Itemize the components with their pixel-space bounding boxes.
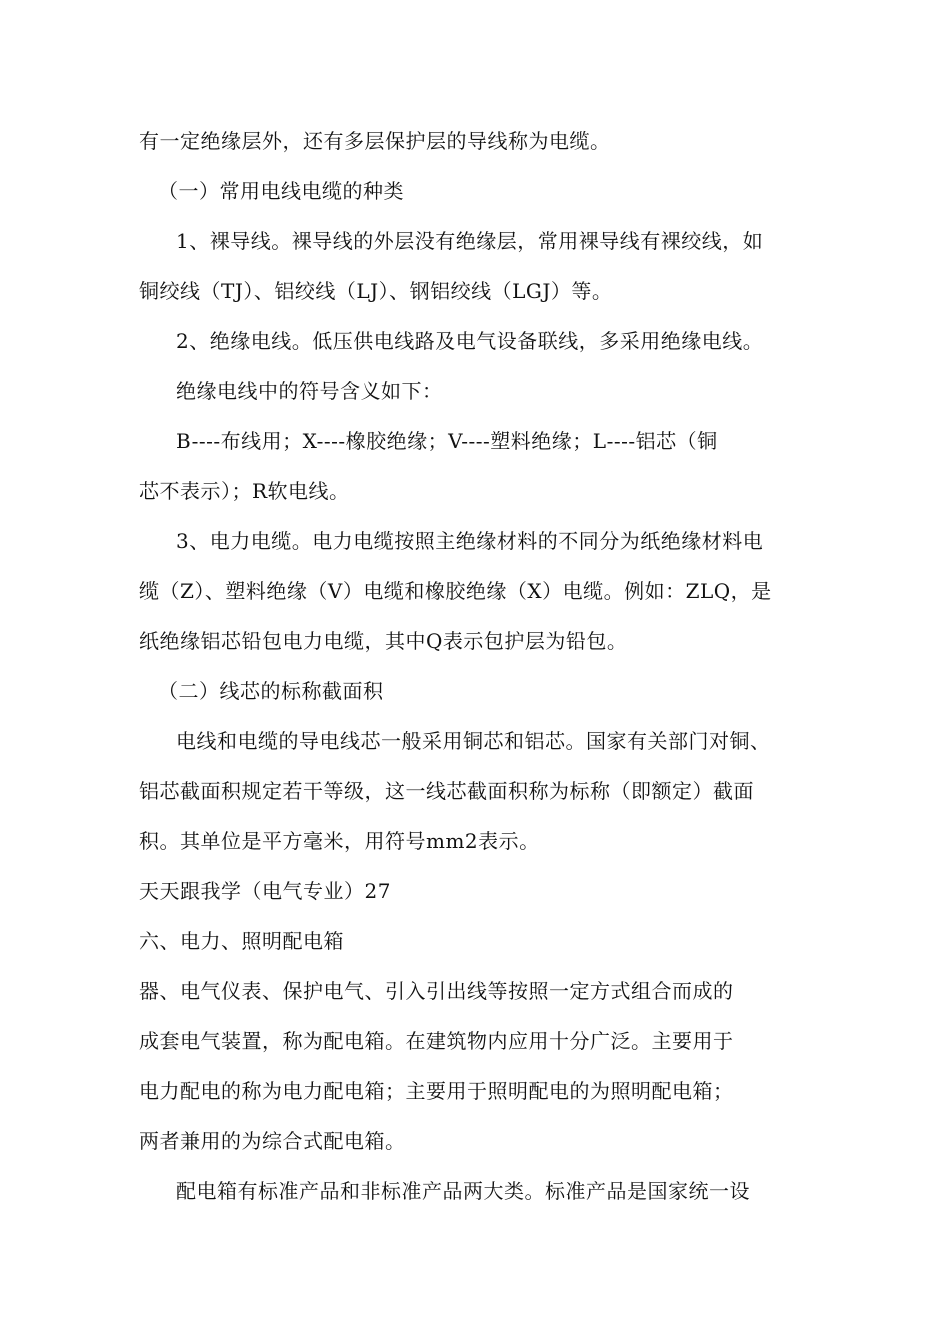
series-title: 天天跟我学（电气专业）27 — [139, 879, 391, 903]
text-line: 芯不表示）；R软电线。 — [139, 479, 350, 503]
section-heading: （一）常用电线电缆的种类 — [158, 179, 404, 203]
text-line: 配电箱有标准产品和非标准产品两大类。标准产品是国家统一设 — [176, 1179, 750, 1203]
text-line: 积。其单位是平方毫米，用符号mm2表示。 — [139, 829, 540, 853]
text-line: 2、绝缘电线。低压供电线路及电气设备联线，多采用绝缘电线。 — [176, 329, 764, 353]
text-line: B----布线用；X----橡胶绝缘；V----塑料绝缘；L----铝芯（铜 — [176, 429, 718, 453]
text-line: 铜绞线（TJ）、铝绞线（LJ）、钢铝绞线（LGJ）等。 — [139, 279, 613, 303]
text-line: 缆（Z）、塑料绝缘（V）电缆和橡胶绝缘（X）电缆。例如：ZLQ，是 — [139, 579, 772, 603]
text-line: 成套电气装置，称为配电箱。在建筑物内应用十分广泛。主要用于 — [139, 1029, 734, 1053]
text-line: 绝缘电线中的符号含义如下： — [176, 379, 443, 403]
text-line: 纸绝缘铝芯铅包电力电缆，其中Q表示包护层为铅包。 — [139, 629, 628, 653]
text-line: 两者兼用的为综合式配电箱。 — [139, 1129, 406, 1153]
text-line: 电力配电的称为电力配电箱；主要用于照明配电的为照明配电箱； — [139, 1079, 734, 1103]
section-heading: （二）线芯的标称截面积 — [158, 679, 384, 703]
text-line: 1、裸导线。裸导线的外层没有绝缘层，常用裸导线有裸绞线，如 — [176, 229, 764, 253]
text-line: 铝芯截面积规定若干等级，这一线芯截面积称为标称（即额定）截面 — [139, 779, 754, 803]
text-line: 3、电力电缆。电力电缆按照主绝缘材料的不同分为纸绝缘材料电 — [176, 529, 764, 553]
text-line: 器、电气仪表、保护电气、引入引出线等按照一定方式组合而成的 — [139, 979, 734, 1003]
text-line: 电线和电缆的导电线芯一般采用铜芯和铝芯。国家有关部门对铜、 — [176, 729, 771, 753]
chapter-heading: 六、电力、照明配电箱 — [139, 929, 344, 953]
text-line: 有一定绝缘层外，还有多层保护层的导线称为电缆。 — [139, 129, 611, 153]
